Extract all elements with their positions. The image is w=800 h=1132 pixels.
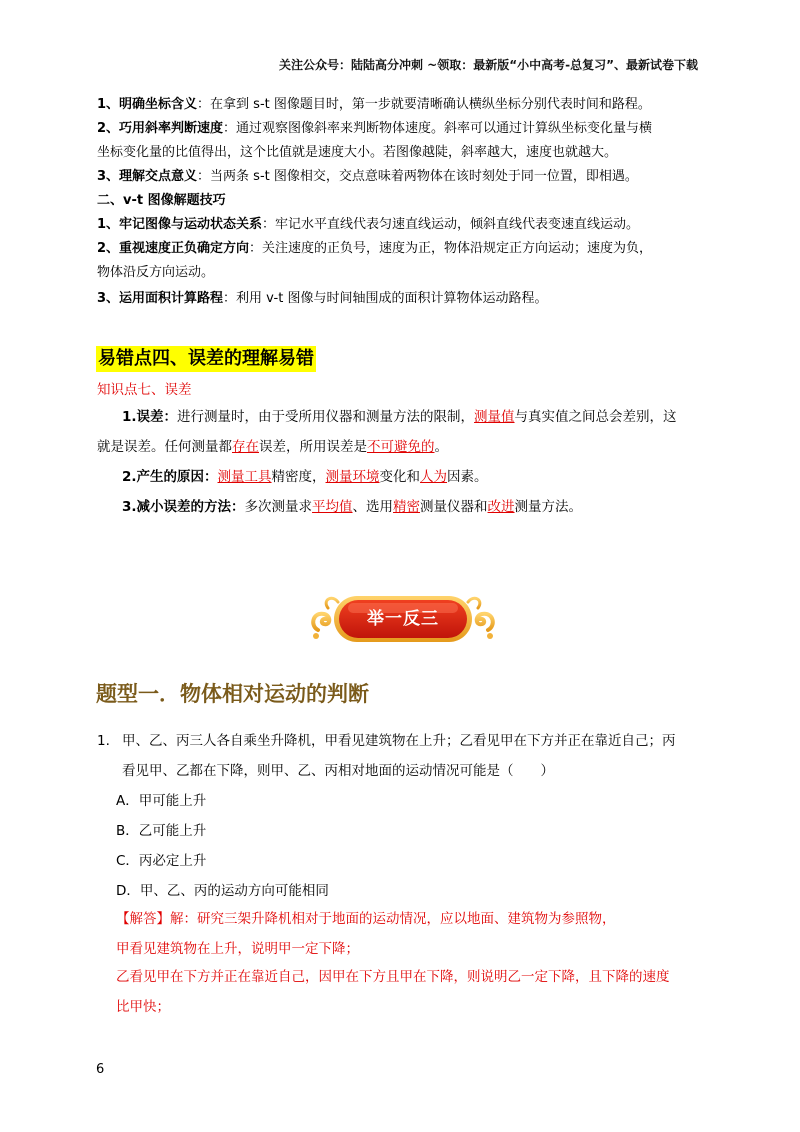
answer-line-2: 甲看见建筑物在上升，说明甲一定下降； (116, 941, 359, 957)
blank-human: 人为 (420, 469, 448, 485)
answer-line-1 (116, 908, 616, 930)
st-tip-1-label: 1、明确坐标含义 (97, 97, 198, 112)
blank-average: 平均值 (312, 499, 353, 515)
vt-tip-3-text: ：利用 v-t 图像与时间轴围成的面积计算物体运动路程。 (223, 291, 548, 306)
text-span: 测量仪器和 (420, 499, 488, 515)
vt-tip-2-text-a: ：关注速度的正负号，速度为正，物体沿规定正方向运动；速度为负， (249, 241, 653, 256)
st-tip-2-text-a: ：通过观察图像斜率来判断物体速度。斜率可以通过计算纵坐标变化量与横 (223, 121, 653, 136)
answer-tag: 【解答】 (116, 911, 170, 927)
st-tip-2-label: 2、巧用斜率判断速度 (97, 121, 224, 136)
vt-tip-1 (97, 214, 639, 236)
text-span: 与真实值之间总会差别，这 (514, 409, 677, 425)
st-tip-1-text: ：在拿到 s-t 图像题目时，第一步就要清晰确认横纵坐标分别代表时间和路程。 (197, 97, 651, 112)
text-span: 就是误差。任何测量都 (97, 439, 232, 455)
text-span: 。 (434, 439, 448, 455)
error-definition-label: 1.误差： (122, 409, 178, 425)
st-tip-3-label: 3、理解交点意义 (97, 169, 198, 184)
error-definition-line-2 (97, 436, 448, 458)
vt-tip-2-label: 2、重视速度正负确定方向 (97, 241, 250, 256)
st-tip-2-cont: 坐标变化量的比值得出，这个比值就是速度大小。若图像越陡，斜率越大，速度也就越大。 (97, 145, 618, 160)
st-tip-2 (97, 118, 652, 140)
option-c: C．丙必定上升 (116, 853, 207, 869)
text-span: 、选用 (352, 499, 394, 515)
text-span: 因素。 (447, 469, 488, 485)
knowledge-point-title: 知识点七、误差 (97, 382, 192, 398)
text-span: 多次测量求 (244, 499, 313, 515)
blank-environment: 测量环境 (325, 469, 380, 485)
blank-tools: 测量工具 (217, 469, 272, 485)
st-tip-1 (97, 94, 651, 116)
error-reduction-label: 3.减小误差的方法： (122, 499, 245, 515)
blank-measured-value: 测量值 (474, 409, 515, 425)
text-span: 精密度， (271, 469, 326, 485)
vt-tip-1-label: 1、牢记图像与运动状态关系 (97, 217, 263, 232)
option-d: D．甲、乙、丙的运动方向可能相同 (116, 883, 329, 899)
error-causes (122, 466, 488, 488)
blank-precise: 精密 (393, 499, 421, 515)
text-span: 进行测量时，由于受所用仪器和测量方法的限制， (177, 409, 475, 425)
practice-badge (308, 590, 498, 648)
question-stem-line-2: 看见甲、乙都在下降，则甲、乙、丙相对地面的运动情况可能是（ ） (122, 763, 554, 779)
page-number: 6 (96, 1062, 105, 1077)
error-definition-line-1 (122, 406, 677, 428)
error-reduction (122, 496, 582, 518)
st-tip-3 (97, 166, 638, 188)
blank-unavoidable: 不可避免的 (367, 439, 435, 455)
st-tip-3-text: ：当两条 s-t 图像相交，交点意味着两物体在该时刻处于同一位置，即相遇。 (197, 169, 638, 184)
option-a: A．甲可能上升 (116, 793, 207, 809)
question-stem-line-1: 甲、乙、丙三人各自乘坐升降机，甲看见建筑物在上升；乙看见甲在下方并正在靠近自己；丙 (122, 733, 676, 749)
vt-tip-2 (97, 238, 652, 260)
blank-exists: 存在 (232, 439, 259, 455)
vt-heading: 二、v-t 图像解题技巧 (97, 193, 226, 208)
error-causes-label: 2.产生的原因： (122, 469, 218, 485)
badge-label: 举一反三 (367, 609, 439, 629)
text-span: 误差，所用误差是 (259, 439, 367, 455)
answer-line-4: 比甲快； (116, 999, 170, 1015)
page-header: 关注公众号：陆陆高分冲刺 ~领取：最新版“小中高考-总复习”、最新试卷下载 (279, 58, 698, 72)
vt-tip-3 (97, 288, 547, 310)
question-type-title: 题型一．物体相对运动的判断 (96, 682, 369, 706)
vt-tip-2-cont: 物体沿反方向运动。 (97, 265, 215, 280)
text-span: 变化和 (379, 469, 421, 485)
answer-text-1: 解：研究三架升降机相对于地面的运动情况，应以地面、建筑物为参照物， (170, 911, 616, 927)
question-number: 1. (97, 733, 110, 749)
answer-line-3: 乙看见甲在下方并正在靠近自己，因甲在下方且甲在下降，则说明乙一定下降，且下降的速度 (116, 969, 670, 985)
vt-tip-1-text: ：牢记水平直线代表匀速直线运动，倾斜直线代表变速直线运动。 (262, 217, 640, 232)
vt-tip-3-label: 3、运用面积计算路程 (97, 291, 224, 306)
option-b: B．乙可能上升 (116, 823, 207, 839)
blank-improve: 改进 (487, 499, 515, 515)
text-span: 测量方法。 (514, 499, 583, 515)
section-title: 易错点四、误差的理解易错 (96, 346, 316, 372)
